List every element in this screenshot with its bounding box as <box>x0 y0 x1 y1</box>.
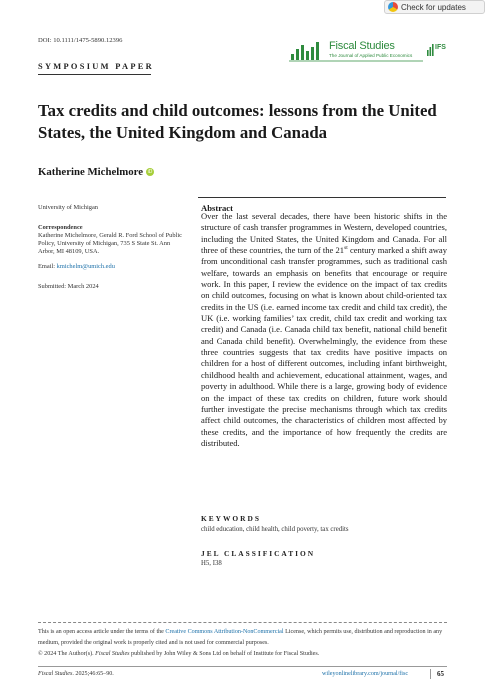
jel-codes: H5, I38 <box>201 560 222 567</box>
ifs-label: IFS <box>435 44 446 51</box>
section-divider <box>38 74 151 75</box>
journal-tagline: The Journal of Applied Public Economics <box>329 53 413 58</box>
abstract-divider <box>198 197 446 198</box>
journal-citation-details: . 2025;46:65–90. <box>72 671 114 677</box>
jel-heading: JEL CLASSIFICATION <box>201 549 316 558</box>
abstract-text-part1: Over the last several decades, there have been historic shifts in the structure of cash transfer programmes in Western, developed countries, including the United States, the United Kingdom and Canada. For all three of these countries, the turn of the 21 <box>201 211 447 256</box>
abstract-superscript: st <box>344 245 348 252</box>
journal-citation-name: Fiscal Studies <box>38 671 73 677</box>
license-text-part1: This is an open access article under the terms of the <box>38 629 166 635</box>
keywords-list: child education, child health, child poverty, tax credits <box>201 526 349 533</box>
copyright-journal: Fiscal Studies <box>95 650 130 657</box>
copyright-prefix: © 2024 The Author(s). <box>38 650 96 657</box>
copyright-suffix: published by John Wiley & Sons Ltd on behalf of Institute for Fiscal Studies. <box>129 650 320 657</box>
section-label: SYMPOSIUM PAPER <box>38 62 154 71</box>
affiliation: University of Michigan <box>38 204 98 211</box>
abstract-text-part2: century marked a shift away from unconditional cash transfer programmes, such as traditional cash welfare, towards an emphasis on benefits that encourage or require work. In this paper, I review the evidence on the impact of tax credits on child outcomes, focusing on what is known about child-oriented tax credits in the US (i.e. earned income tax credit and child tax credit), the UK (i.e. working families’ tax credit, child tax credit and working tax credit) and Canada (i.e. Canada child tax benefit, national child benefit and Canada child benefit). Overwhelmingly, the evidence from these three countries suggests that tax credits have positive impacts on children for a host of different outcomes, including infant birthweight, childhood health and achievement, educational attainment, wages, and poverty in adulthood. While there is a large, growing body of evidence on the impact of these tax credits on children, future work should further investigate the precise mechanisms through which tax credits affect child outcomes, the characteristics of children most affected by these credits, and the importance of how frequently the credits are distributed. <box>201 245 448 448</box>
ifs-logo <box>427 43 454 57</box>
page-number: 65 <box>437 670 444 678</box>
footer-divider <box>38 666 447 667</box>
ifs-bars-icon <box>427 44 434 56</box>
journal-citation <box>38 671 114 677</box>
page-number-divider <box>430 669 431 679</box>
abstract-heading: Abstract <box>201 203 233 213</box>
paper-title: Tax credits and child outcomes: lessons from the United States, the United Kingdom and Canada <box>38 101 437 142</box>
submitted-date: Submitted: March 2024 <box>38 283 99 290</box>
email-link[interactable]: kmichelm@umich.edu <box>56 263 115 270</box>
doi[interactable]: DOI: 10.1111/1475-5890.12396 <box>38 37 123 44</box>
footnote-divider <box>38 622 447 623</box>
check-for-updates-button[interactable] <box>384 0 485 14</box>
journal-name: Fiscal Studies <box>329 40 395 52</box>
check-for-updates-label: Check for updates <box>401 2 466 12</box>
license-text-part2: License, which permits use, distribution and reproduction in any medium, provided the original work is properly cited and is not used for commercial purposes. <box>38 629 443 646</box>
journal-masthead <box>289 39 454 63</box>
author-line <box>38 166 154 178</box>
email-line <box>38 263 115 271</box>
license-link[interactable]: Creative Commons Attribution-NonCommercial <box>165 629 284 635</box>
email-label: Email: <box>38 263 56 270</box>
keywords-heading: KEYWORDS <box>201 514 261 523</box>
orcid-icon[interactable]: iD <box>147 169 153 175</box>
journal-url-link[interactable]: wileyonlinelibrary.com/journal/fisc <box>322 671 409 677</box>
correspondence-heading: Correspondence <box>38 224 83 231</box>
crossmark-icon <box>388 2 398 12</box>
license-notice <box>38 627 450 659</box>
abstract-text <box>201 211 447 449</box>
author-name[interactable]: Katherine Michelmore <box>38 166 144 178</box>
correspondence-address: Katherine Michelmore, Gerald R. Ford School of Public Policy, University of Michigan, 735 S State St. Ann Arbor, MI 48109, USA. <box>38 232 182 255</box>
